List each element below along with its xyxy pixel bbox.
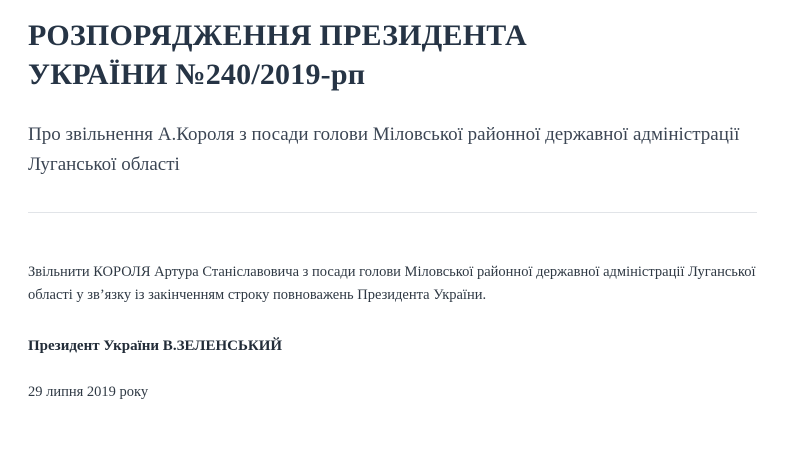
page-title: РОЗПОРЯДЖЕННЯ ПРЕЗИДЕНТА УКРАЇНИ №240/2019-рп [28, 19, 527, 91]
document-date: 29 липня 2019 року [28, 384, 149, 400]
divider [28, 212, 757, 213]
document-subtitle: Про звільнення А.Короля з посади голови Міловської районної державної адміністрації Луганської області [28, 124, 740, 175]
document-body-paragraph: Звільнити КОРОЛЯ Артура Станіславовича з посади голови Міловської районної державної адміністрації Луганської області у зв’язку із закінченням строку повноважень Президента України. [28, 264, 756, 303]
document-body [28, 221, 757, 307]
document-signature: Президент України В.ЗЕЛЕНСЬКИЙ [28, 338, 283, 354]
